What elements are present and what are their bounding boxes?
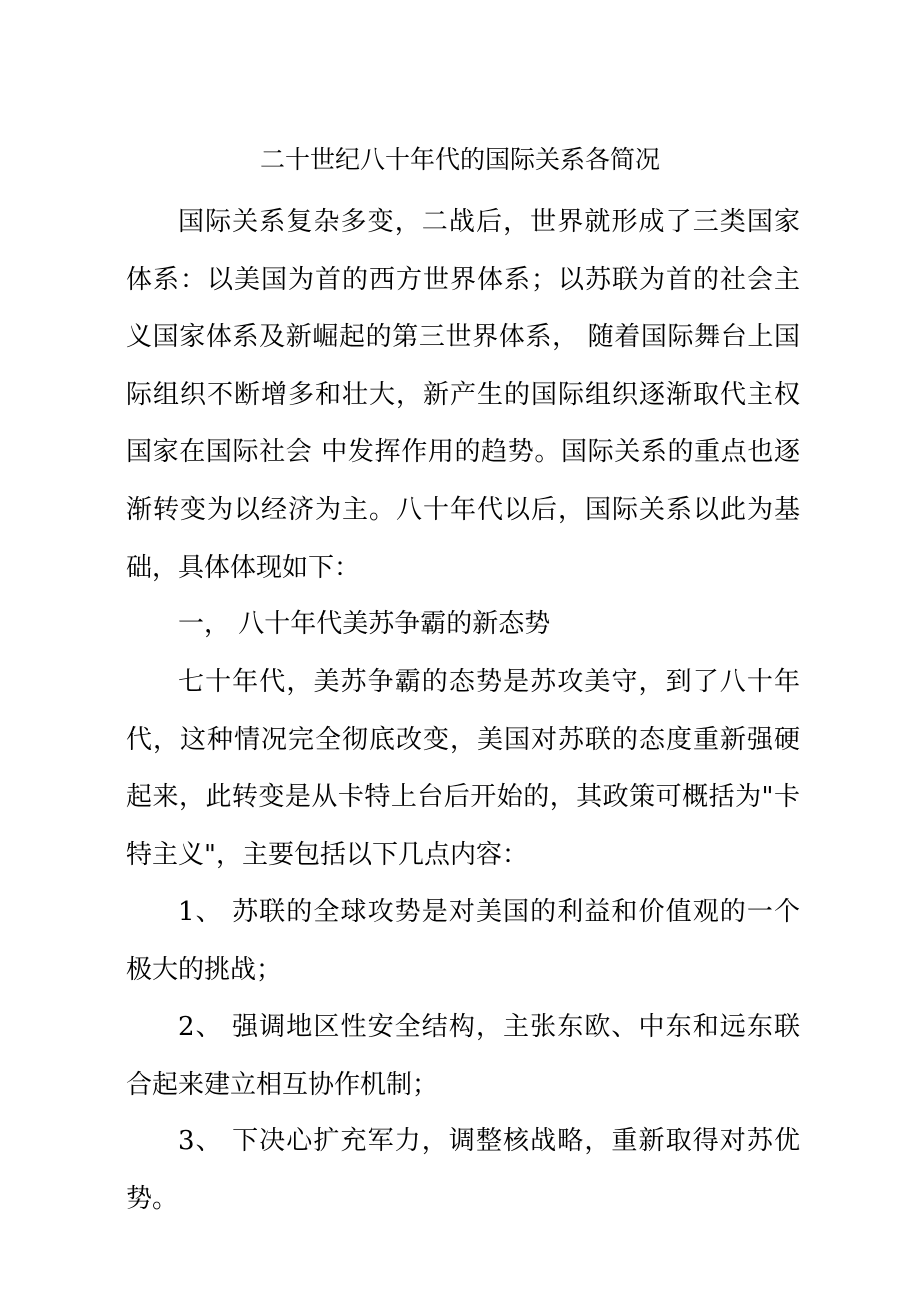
paragraph-intro: 国际关系复杂多变，二战后，世界就形成了三类国家体系：以美国为首的西方世界体系；以苏联为首的社会主义国家体系及新崛起的第三世界体系， 随着国际舞台上国际组织不断增多和壮大，新产生的国际组织逐渐取代主权国家在国际社会 中发挥作用的趋势。国际关系的重点也逐渐转变为以经济为主。八十年代以后，国际关系以此为基础，具体体现如下： — [126, 207, 800, 583]
list-item-2: 2、 强调地区性安全结构，主张东欧、中东和远东联合起来建立相互协作机制； — [126, 1012, 800, 1100]
list-item-3: 3、 下决心扩充军力，调整核战略，重新取得对苏优势。 — [126, 1126, 800, 1214]
list-item-1: 1、 苏联的全球攻势是对美国的利益和价值观的一个极大的挑战； — [126, 897, 800, 985]
paragraph-carter-doctrine: 七十年代，美苏争霸的态势是苏攻美守，到了八十年代，这种情况完全彻底改变，美国对苏联的态度重新强硬起来，此转变是从卡特上台后开始的，其政策可概括为"卡特主义"，主要包括以下几点内容： — [126, 667, 800, 870]
document-title: 二十世纪八十年代的国际关系各简况 — [259, 145, 660, 174]
section-heading-1: 一， 八十年代美苏争霸的新态势 — [178, 609, 551, 639]
